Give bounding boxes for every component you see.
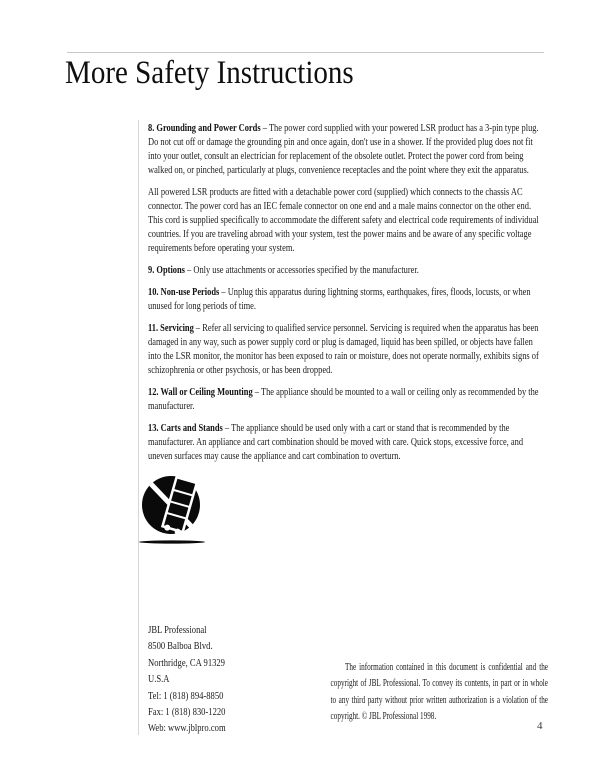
- paragraph-lead: 10. Non-use Periods: [148, 286, 220, 298]
- paragraph-lead: 13. Carts and Stands: [148, 422, 223, 434]
- page-number: 4: [537, 720, 543, 732]
- paragraph-lead: 12. Wall or Ceiling Mounting: [148, 386, 253, 398]
- paragraph-text: Refer all servicing to qualified service personnel. Servicing is required when the apparatus has been damaged in any way, such as power supply cord or plug is damaged, liquid has been spilled, or objects have fallen into the LSR monitor, the monitor has been exposed to rain or moisture, does not operate normally, exhibits signs of schizophrenia or other psychosis, or has been dropped.: [148, 322, 539, 376]
- company-website: Web: www.jblpro.com: [148, 722, 226, 735]
- paragraph-separator: –: [184, 264, 194, 276]
- paragraph-text: All powered LSR products are fitted with a detachable power cord (supplied) which connects to the chassis AC connector. The power cord has an IEC female connector on one end and a male mains connector on the other end. This cord is supplied specifically to accommodate the different safety and electrical code requirements of individual countries. If you are traveling abroad with your system, test the power mains and be aware of any specific voltage requirements before operating your system.: [148, 186, 539, 254]
- company-country: U.S.A: [148, 673, 170, 686]
- safety-paragraph: [148, 185, 546, 255]
- paragraph-lead: 8. Grounding and Power Cords: [148, 122, 261, 134]
- paragraph-separator: –: [222, 422, 232, 434]
- body-text-column: [148, 121, 546, 471]
- paragraph-separator: –: [260, 122, 269, 134]
- copyright-notice: The information contained in this document is confidential and the copyright of JBL Professional. To convey its contents, in part or in whole to any third party without prior written authorization is a violation of the copyright. © JBL Professional 1998.: [330, 661, 548, 723]
- company-telephone: Tel: 1 (818) 894-8850: [148, 689, 224, 702]
- company-address-block: [148, 622, 226, 737]
- header-divider: [67, 52, 544, 53]
- safety-paragraph: [148, 263, 546, 277]
- company-name: JBL Professional: [148, 624, 207, 636]
- paragraph-text: The power cord supplied with your powered LSR product has a 3-pin type plug. Do not cut off or damage the grounding pin and once again, don't use in a shower. If the provided plug does not fit into your outlet, consult an electrician for replacement of the obsolete outlet. Protect the power cord from being walked on, or pinched, particularly at plugs, convenience receptacles and the point where they exit the apparatus.: [148, 122, 539, 176]
- safety-paragraph: [148, 385, 546, 413]
- company-city: Northridge, CA 91329: [148, 656, 225, 669]
- paragraph-separator: –: [193, 322, 203, 334]
- safety-paragraph: [148, 285, 546, 313]
- paragraph-text: Unplug this apparatus during lightning storms, earthquakes, fires, floods, locusts, or when unused for long periods of time.: [148, 286, 531, 312]
- paragraph-text: Only use attachments or accessories specified by the manufacturer.: [193, 264, 419, 276]
- paragraph-lead: 11. Servicing: [148, 322, 194, 334]
- paragraph-text: The appliance should be used only with a cart or stand that is recommended by the manufacturer. An appliance and cart combination should be moved with care. Quick stops, excessive force, and uneven surfaces may cause the appliance and cart combination to overturn.: [148, 422, 524, 462]
- paragraph-separator: –: [252, 386, 261, 398]
- safety-paragraph: [148, 321, 546, 377]
- cart-tipping-warning-icon: [138, 474, 208, 548]
- paragraph-separator: –: [219, 286, 228, 298]
- company-fax: Fax: 1 (818) 830-1220: [148, 706, 226, 719]
- page-title: More Safety Instructions: [65, 55, 354, 91]
- safety-paragraph: [148, 421, 546, 463]
- company-street: 8500 Balboa Blvd.: [148, 640, 213, 653]
- safety-paragraph: [148, 121, 546, 177]
- paragraph-text: The appliance should be mounted to a wall or ceiling only as recommended by the manufacturer.: [148, 386, 539, 412]
- margin-rule: [138, 120, 139, 735]
- paragraph-lead: 9. Options: [148, 264, 185, 276]
